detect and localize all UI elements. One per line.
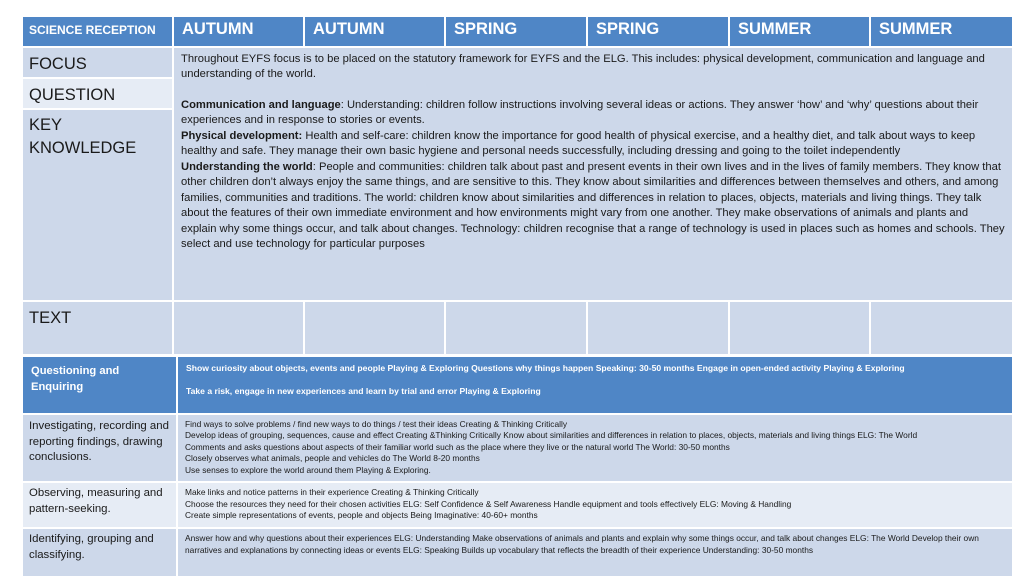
observing-body (178, 483, 1012, 527)
understanding-world-paragraph (181, 160, 1005, 253)
table-title: SCIENCE RECEPTION (23, 17, 172, 46)
questioning-line-1: Show curiosity about objects, events and people Playing & Exploring Questions why things happen Speaking: 30-50 months Engage in open-ended activity Playing & Exploring (186, 363, 905, 373)
column-header-autumn-2: AUTUMN (305, 17, 444, 46)
questioning-enquiring-label-text: Questioning and Enquiring (31, 365, 120, 393)
investigating-line-2: Develop ideas of grouping, sequences, cause and effect Creating &Thinking Critically Know about similarities and differences in relation to places, objects, materials and living things ELG: The World (185, 430, 918, 441)
key-knowledge-label-text: KEY KNOWLEDGE (29, 116, 137, 157)
column-header-spring-1: SPRING (446, 17, 586, 46)
column-header-autumn-1: AUTUMN (174, 17, 303, 46)
identifying-body: Answer how and why questions about their experiences ELG: Understanding Make observations of animals and plants and explain why some things occur, and talk about changes ELG: The World Develop their own narratives and explanations by connecting ideas or events ELG: Speaking Builds up vocabulary that reflects the breadth of their experience Understanding: 30-50 months (178, 529, 1012, 576)
communication-language-text: : Understanding: children follow instructions involving several ideas or actions. They answer ‘how’ and ‘why’ questions about their experiences and in response to stories or events. (181, 98, 979, 127)
column-header-summer-2: SUMMER (871, 17, 1012, 46)
text-cell-spring-1 (446, 302, 586, 354)
text-label: TEXT (23, 302, 172, 354)
focus-intro: Throughout EYFS focus is to be placed on the statutory framework for EYFS and the ELG. This includes: physical development, communication and language and understanding of the world. (181, 53, 985, 81)
identifying-label: Identifying, grouping and classifying. (23, 529, 176, 576)
question-label: QUESTION (23, 79, 172, 108)
column-header-summer-1: SUMMER (730, 17, 869, 46)
physical-development-text: Health and self-care: children know the importance for good health of physical exercise, and a healthy diet, and talk about ways to keep healthy and safe. They manage their own basic hygiene and personal needs successfully, including dressing and going to the toilet independently (181, 129, 976, 158)
investigating-label: Investigating, recording and reporting findings, drawing conclusions. (23, 415, 176, 481)
observing-line-1: Make links and notice patterns in their experience Creating & Thinking Critically (185, 487, 479, 497)
key-knowledge-label (23, 110, 172, 300)
investigating-line-1: Find ways to solve problems / find new ways to do things / test their ideas Creating & Thinking Critically (185, 419, 568, 429)
focus-description (174, 48, 1012, 300)
questioning-line-2: Take a risk, engage in new experiences and learn by trial and error Playing & Exploring (186, 386, 541, 397)
physical-development-heading: Physical development: (181, 129, 303, 142)
questioning-enquiring-label (23, 357, 176, 413)
column-header-spring-2: SPRING (588, 17, 728, 46)
physical-development-paragraph (181, 129, 1005, 160)
understanding-world-text: : People and communities: children talk about past and present events in their own lives and in the lives of family members. They know that other children don’t always enjoy the same things, and are sensitive to this. They know about similarities and differences between themselves and others, and among families, communities and traditions. The world: children know about similarities and differences in relation to places, objects, materials and living things. They talk about the features of their own immediate environment and how environments might vary from one another. They make observations of animals and plants and explain why some things occur, and talk about changes. Technology: children recognise that a range of technology is used in places such as homes and schools. They select and use technology for particular purposes (181, 160, 1005, 250)
understanding-world-heading: Understanding the world (181, 160, 313, 173)
questioning-enquiring-body (178, 357, 1012, 413)
investigating-line-4: Closely observes what animals, people and vehicles do The World 8-20 months (185, 453, 480, 464)
focus-label: FOCUS (23, 48, 172, 77)
communication-language-heading: Communication and language (181, 98, 341, 111)
text-cell-spring-2 (588, 302, 728, 354)
investigating-line-3: Comments and asks questions about aspects of their familiar world such as the place where they live or the natural world The World: 30-50 months (185, 441, 730, 452)
text-cell-summer-1 (730, 302, 869, 354)
communication-language-paragraph (181, 98, 1005, 129)
text-cell-summer-2 (871, 302, 1012, 354)
text-cell-autumn-1 (174, 302, 303, 354)
investigating-body (178, 415, 1012, 481)
text-cell-autumn-2 (305, 302, 444, 354)
observing-line-2: Choose the resources they need for their chosen activities ELG: Self Confidence & Self Awareness Handle equipment and tools effectively ELG: Moving & Handling (185, 498, 792, 509)
observing-line-3: Create simple representations of events, people and objects Being Imaginative: 40-60+ months (185, 510, 538, 521)
investigating-line-5: Use senses to explore the world around them Playing & Exploring. (185, 464, 431, 475)
observing-label: Observing, measuring and pattern-seeking. (23, 483, 176, 527)
